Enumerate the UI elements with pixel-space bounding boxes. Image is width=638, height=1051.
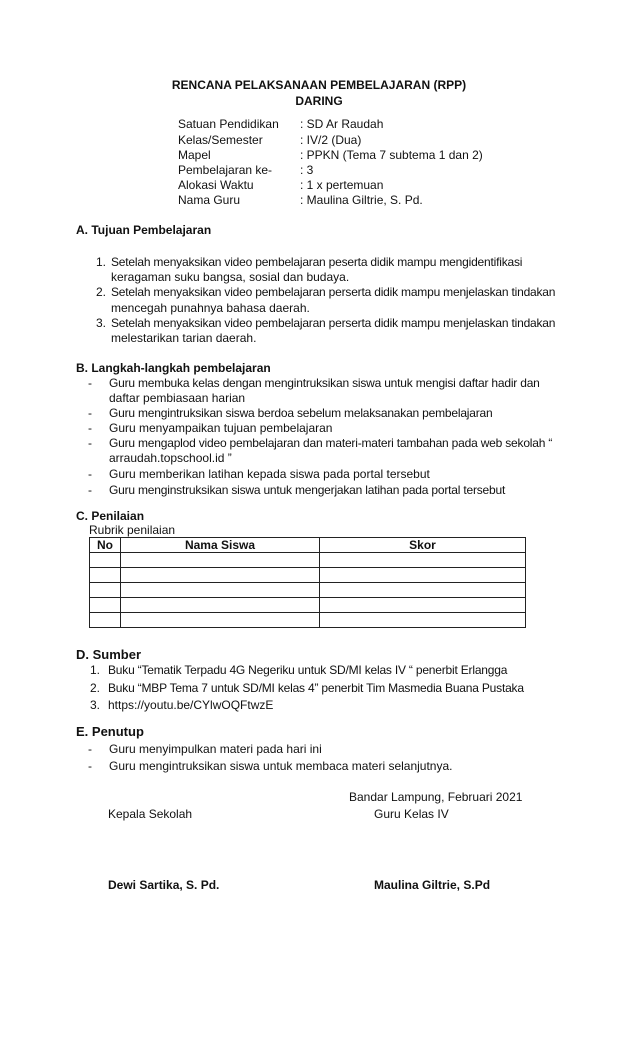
bullet-dash: -: [88, 406, 92, 420]
principal-role: Kepala Sekolah: [108, 807, 193, 821]
table-cell: [121, 553, 320, 568]
list-item-cont: keragaman suku bangsa, sosial dan budaya.: [111, 270, 350, 284]
list-number: 3.: [95, 316, 106, 330]
identity-label: Satuan Pendidikan: [178, 117, 279, 131]
column-header-skor: Skor: [320, 538, 526, 553]
bullet-dash: -: [88, 467, 92, 481]
list-item: Guru membuka kelas dengan mengintruksikan siswa untuk mengisi daftar hadir dan: [109, 376, 540, 390]
table-row: [90, 553, 526, 568]
table-cell: [121, 568, 320, 583]
table-cell: [320, 613, 526, 628]
section-a-heading: A. Tujuan Pembelajaran: [76, 223, 212, 237]
list-number: 2.: [89, 681, 100, 695]
table-cell: [121, 598, 320, 613]
identity-label: Pembelajaran ke-: [178, 163, 273, 177]
list-number: 3.: [89, 698, 100, 712]
table-header-row: [90, 538, 526, 553]
bullet-dash: -: [88, 742, 92, 756]
table-row: [90, 598, 526, 613]
column-header-no: No: [90, 538, 121, 553]
list-item: Guru memberikan latihan kepada siswa pada portal tersebut: [109, 467, 430, 481]
identity-value: : 3: [300, 163, 314, 177]
list-item: Setelah menyaksikan video pembelajaran perserta didik mampu menjelaskan tindakan: [111, 285, 556, 299]
bullet-dash: -: [88, 421, 92, 435]
list-item-cont: arraudah.topschool.id ”: [109, 451, 232, 465]
table-cell: [90, 613, 121, 628]
list-item: Buku “Tematik Terpadu 4G Negeriku untuk SD/MI kelas IV “ penerbit Erlangga: [108, 663, 508, 677]
place-date: Bandar Lampung, Februari 2021: [349, 790, 523, 804]
table-cell: [121, 583, 320, 598]
table-row: [90, 613, 526, 628]
list-item-cont: mencegah punahnya bahasa daerah.: [111, 301, 310, 315]
table-cell: [90, 553, 121, 568]
bullet-dash: -: [88, 376, 92, 390]
doc-title: RENCANA PELAKSANAAN PEMBELAJARAN (RPP): [171, 78, 467, 92]
section-b-heading: B. Langkah-langkah pembelajaran: [76, 361, 271, 375]
column-header-nama-siswa: Nama Siswa: [121, 538, 320, 553]
principal-name: Dewi Sartika, S. Pd.: [108, 878, 220, 892]
list-item: Guru mengaplod video pembelajaran dan materi-materi tambahan pada web sekolah “: [109, 436, 553, 450]
table-cell: [320, 568, 526, 583]
list-item: Setelah menyaksikan video pembelajaran perserta didik mampu menjelaskan tindakan: [111, 316, 556, 330]
bullet-dash: -: [88, 759, 92, 773]
list-item-cont: daftar pembiasaan harian: [109, 391, 246, 405]
identity-label: Kelas/Semester: [178, 133, 263, 147]
list-number: 1.: [89, 663, 100, 677]
table-cell: [320, 553, 526, 568]
section-c-heading: C. Penilaian: [76, 509, 145, 523]
bullet-dash: -: [88, 483, 92, 497]
list-item-cont: melestarikan tarian daerah.: [111, 331, 257, 345]
table-cell: [90, 598, 121, 613]
table-row: [90, 583, 526, 598]
identity-label: Nama Guru: [178, 193, 241, 207]
bullet-dash: -: [88, 436, 92, 450]
teacher-role: Guru Kelas IV: [374, 807, 449, 821]
identity-value: : 1 x pertemuan: [300, 178, 384, 192]
rubric-table: [89, 537, 526, 628]
list-item: Buku “MBP Tema 7 untuk SD/MI kelas 4” penerbit Tim Masmedia Buana Pustaka: [108, 681, 524, 695]
list-item: Guru mengintruksikan siswa untuk membaca materi selanjutnya.: [109, 759, 453, 773]
doc-subtitle: DARING: [295, 94, 343, 108]
list-item: Guru menyampaikan tujuan pembelajaran: [109, 421, 333, 435]
table-cell: [90, 568, 121, 583]
list-number: 1.: [95, 255, 106, 269]
identity-value: : SD Ar Raudah: [300, 117, 384, 131]
section-d-heading: D. Sumber: [76, 647, 142, 662]
list-number: 2.: [95, 285, 106, 299]
table-cell: [90, 583, 121, 598]
table-cell: [121, 613, 320, 628]
list-item: Setelah menyaksikan video pembelajaran peserta didik mampu mengidentifikasi: [111, 255, 523, 269]
table-cell: [320, 598, 526, 613]
section-e-heading: E. Penutup: [76, 724, 144, 739]
list-item: Guru menyimpulkan materi pada hari ini: [109, 742, 322, 756]
source-link[interactable]: https://youtu.be/CYlwOQFtwzE: [108, 698, 274, 712]
identity-value: : Maulina Giltrie, S. Pd.: [300, 193, 423, 207]
identity-value: : PPKN (Tema 7 subtema 1 dan 2): [300, 148, 483, 162]
teacher-name: Maulina Giltrie, S.Pd: [374, 878, 491, 892]
table-row: [90, 568, 526, 583]
list-item: Guru menginstruksikan siswa untuk mengerjakan latihan pada portal tersebut: [109, 483, 506, 497]
table-cell: [320, 583, 526, 598]
identity-label: Mapel: [178, 148, 211, 162]
list-item: Guru mengintruksikan siswa berdoa sebelum melaksanakan pembelajaran: [109, 406, 493, 420]
identity-value: : IV/2 (Dua): [300, 133, 362, 147]
section-c-subheading: Rubrik penilaian: [89, 523, 176, 537]
identity-label: Alokasi Waktu: [178, 178, 254, 192]
